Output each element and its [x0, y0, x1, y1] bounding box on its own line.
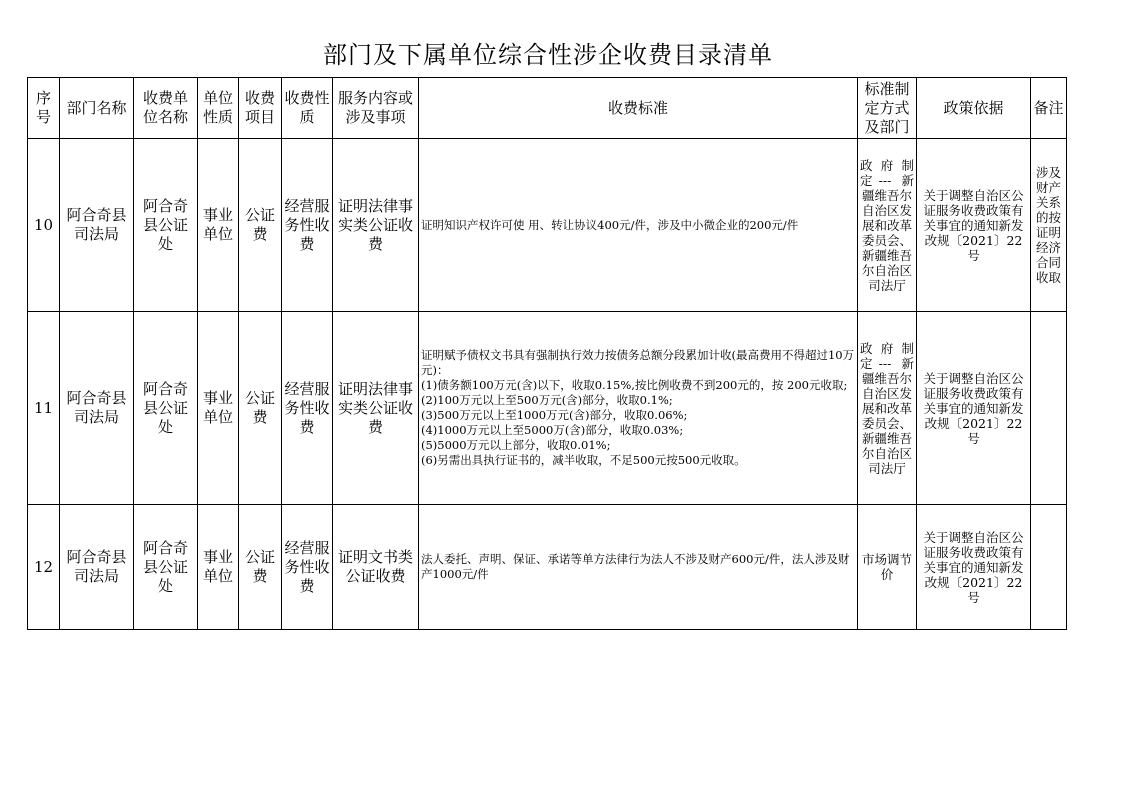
- cell-type: 经营服务性收费: [282, 505, 333, 630]
- cell-item: 公证费: [239, 505, 282, 630]
- method-head: 政府制定--- 新: [860, 157, 914, 188]
- standard-line: (5)5000万元以上部分，收取0.01%;: [421, 438, 611, 452]
- cell-dept: 阿合奇县司法局: [60, 312, 134, 505]
- cell-basis: 关于调整自治区公证服务收费政策有关事宜的通知新发改规〔2021〕22号: [917, 139, 1031, 312]
- table-row: [28, 312, 1067, 505]
- cell-seq: 12: [28, 505, 60, 630]
- header-row: [28, 78, 1067, 139]
- method-head: 政府制定--- 新: [860, 340, 914, 371]
- header-seq: 序号: [28, 78, 60, 139]
- cell-method: [858, 139, 917, 312]
- cell-dept: 阿合奇县司法局: [60, 505, 134, 630]
- page-title: 部门及下属单位综合性涉企收费目录清单: [323, 41, 773, 69]
- cell-service: 证明法律事实类公证收费: [333, 139, 419, 312]
- method-body: 疆维吾尔自治区发展和改革委员会、新疆维吾尔自治区司法厅: [861, 187, 912, 293]
- cell-nature: 事业单位: [198, 505, 239, 630]
- cell-unit: 阿合奇县公证处: [134, 505, 198, 630]
- header-item: 收费项目: [239, 78, 282, 139]
- cell-type: 经营服务性收费: [282, 312, 333, 505]
- cell-unit: 阿合奇县公证处: [134, 312, 198, 505]
- cell-type: 经营服务性收费: [282, 139, 333, 312]
- header-basis: 政策依据: [917, 78, 1031, 139]
- cell-unit: 阿合奇县公证处: [134, 139, 198, 312]
- cell-service: 证明文书类公证收费: [333, 505, 419, 630]
- standard-line: (2)100万元以上至500万元(含)部分，收取0.1%;: [421, 393, 673, 407]
- fee-catalog-table: [27, 77, 1067, 630]
- header-standard: 收费标准: [419, 78, 858, 139]
- cell-service: 证明法律事实类公证收费: [333, 312, 419, 505]
- cell-dept: 阿合奇县司法局: [60, 139, 134, 312]
- standard-line: 证明知识产权许可使 用、转让协议400元/件，涉及中小微企业的200元/件: [421, 217, 799, 232]
- header-dept: 部门名称: [60, 78, 134, 139]
- cell-seq: 11: [28, 312, 60, 505]
- table-row: [28, 505, 1067, 630]
- header-method: 标准制定方式及部门: [858, 78, 917, 139]
- cell-note: [1031, 505, 1067, 630]
- cell-note: [1031, 312, 1067, 505]
- header-note: 备注: [1031, 78, 1067, 139]
- cell-basis: 关于调整自治区公证服务收费政策有关事宜的通知新发改规〔2021〕22号: [917, 312, 1031, 505]
- cell-standard: [419, 139, 858, 312]
- method-body: 市场调节价: [861, 552, 912, 582]
- standard-line: (6)另需出具执行证书的，减半收取，不足500元按500元收取。: [421, 453, 746, 467]
- cell-standard: [419, 505, 858, 630]
- standard-line: 法人委托、声明、保证、承诺等单方法律行为法人不涉及财产600元/件，法人涉及财产1000元/件: [421, 552, 850, 581]
- standard-line: (3)500万元以上至1000万元(含)部分，收取0.06%;: [421, 408, 688, 422]
- table-row: [28, 139, 1067, 312]
- method-body: 疆维吾尔自治区发展和改革委员会、新疆维吾尔自治区司法厅: [861, 370, 912, 476]
- cell-seq: 10: [28, 139, 60, 312]
- cell-standard: [419, 312, 858, 505]
- cell-note: 涉及财产关系的按证明经济合同收取: [1031, 139, 1067, 312]
- header-nature: 单位性质: [198, 78, 239, 139]
- standard-line: (1)债务额100万元(含)以下，收取0.15%,按比例收费不到200元的，按 200元收取;: [421, 378, 848, 392]
- header-type: 收费性质: [282, 78, 333, 139]
- standard-line: 证明赋予债权文书具有强制执行效力按债务总额分段累加计收(最高费用不得超过10万元)：: [421, 348, 855, 377]
- standard-line: (4)1000万元以上至5000万(含)部分，收取0.03%;: [421, 423, 684, 437]
- header-service: 服务内容或涉及事项: [333, 78, 419, 139]
- cell-method: [858, 505, 917, 630]
- cell-nature: 事业单位: [198, 139, 239, 312]
- header-unit: 收费单位名称: [134, 78, 198, 139]
- cell-method: [858, 312, 917, 505]
- cell-basis: 关于调整自治区公证服务收费政策有关事宜的通知新发改规〔2021〕22号: [917, 505, 1031, 630]
- cell-item: 公证费: [239, 139, 282, 312]
- cell-item: 公证费: [239, 312, 282, 505]
- cell-nature: 事业单位: [198, 312, 239, 505]
